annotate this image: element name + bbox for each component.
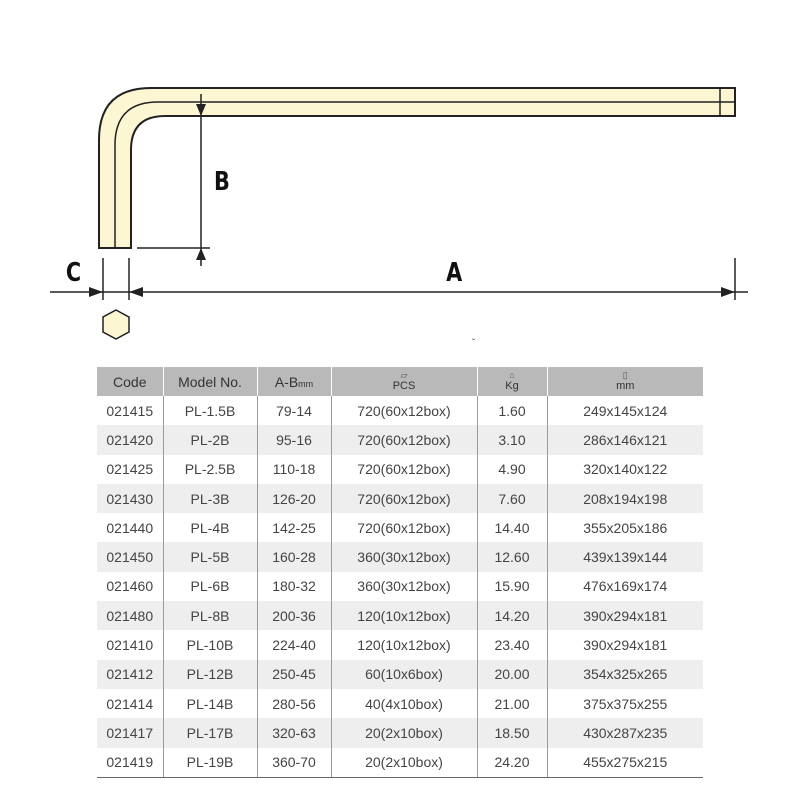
cell-code: 021412 xyxy=(97,660,163,689)
table-row xyxy=(97,396,703,425)
b-arrow-bottom xyxy=(196,248,206,260)
cell-code: 021440 xyxy=(106,519,154,536)
table-row xyxy=(97,660,703,689)
cell-code: 021450 xyxy=(97,542,163,571)
cell-mm: 354x325x265 xyxy=(547,660,703,689)
cell-model: PL-1.5B xyxy=(163,396,257,425)
header-kg-label: Kg xyxy=(505,380,519,392)
cell-code: 021460 xyxy=(106,578,154,595)
cell-pcs: 20(2x10box) xyxy=(331,718,477,747)
cell-ab: 280-56 xyxy=(257,689,331,718)
table-row xyxy=(97,455,703,484)
table-row xyxy=(97,718,703,747)
header-pcs-label: PCS xyxy=(392,380,416,392)
cell-ab: 142-25 xyxy=(257,513,331,542)
cell-ab: 224-40 xyxy=(257,630,331,659)
table-header-row xyxy=(97,367,703,396)
table-row xyxy=(97,542,703,571)
cell-pcs: 120(10x12box) xyxy=(331,601,477,630)
header-mm xyxy=(547,367,703,396)
cell-code: 021410 xyxy=(106,637,154,654)
cell-code: 021419 xyxy=(97,748,163,778)
cell-ab: 160-28 xyxy=(257,542,331,571)
cell-pcs: 720(60x12box) xyxy=(331,425,477,454)
cell-pcs: 360(30x12box) xyxy=(331,572,477,601)
spec-table-body xyxy=(97,396,703,777)
table-row xyxy=(97,425,703,454)
hex-key-wrench xyxy=(99,88,735,248)
cell-model: PL-5B xyxy=(163,542,257,571)
header-ab xyxy=(257,367,331,396)
c-label: C xyxy=(65,256,82,288)
cell-mm: 430x287x235 xyxy=(547,718,703,747)
cell-ab: 200-36 xyxy=(257,601,331,630)
cell-kg: 14.20 xyxy=(477,601,547,630)
cell-pcs: 720(60x12box) xyxy=(331,455,477,484)
cell-kg: 15.90 xyxy=(477,572,547,601)
cell-code: 021414 xyxy=(106,695,154,712)
cell-pcs: 20(2x10box) xyxy=(331,748,477,778)
cell-ab: 110-18 xyxy=(257,455,331,484)
cell-kg: 18.50 xyxy=(477,718,547,747)
c-arrow-left xyxy=(89,287,103,297)
cell-ab: 320-63 xyxy=(257,718,331,747)
cell-kg: 23.40 xyxy=(477,630,547,659)
cell-code: 021415 xyxy=(106,402,154,419)
weight-icon: ⌂ xyxy=(509,370,515,380)
wrench-edge-line xyxy=(115,102,735,248)
cell-model: PL-8B xyxy=(163,601,257,630)
cell-ab: 250-45 xyxy=(257,660,331,689)
table-row xyxy=(97,601,703,630)
cell-code: 021417 xyxy=(97,718,163,747)
cell-code: 021420 xyxy=(97,425,163,454)
cell-pcs: 720(60x12box) xyxy=(331,484,477,513)
cell-code: 021430 xyxy=(97,484,163,513)
cell-model: PL-10B xyxy=(163,630,257,659)
header-ab-label: A-B xyxy=(274,373,299,390)
cell-model: PL-19B xyxy=(163,748,257,778)
cell-mm: 355x205x186 xyxy=(547,513,703,542)
cell-mm: 390x294x181 xyxy=(547,601,703,630)
cell-model: PL-3B xyxy=(163,484,257,513)
a-label: A xyxy=(446,256,463,288)
cell-mm: 476x169x174 xyxy=(547,572,703,601)
header-kg xyxy=(477,367,547,396)
cell-kg: 1.60 xyxy=(477,396,547,425)
stray-mark: ˇ xyxy=(472,338,476,349)
cell-kg: 14.40 xyxy=(477,513,547,542)
header-model: Model No. xyxy=(163,367,257,396)
cell-model: PL-2B xyxy=(163,425,257,454)
table-row xyxy=(97,689,703,718)
hexagon-icon xyxy=(103,310,129,339)
cell-mm: 375x375x255 xyxy=(547,689,703,718)
b-label: B xyxy=(213,165,230,197)
a-arrow-left xyxy=(129,287,143,297)
table-row xyxy=(97,513,703,542)
table-row xyxy=(97,630,703,659)
cell-kg: 4.90 xyxy=(477,455,547,484)
a-arrow-right xyxy=(721,287,735,297)
cell-mm: 320x140x122 xyxy=(547,455,703,484)
cell-ab: 360-70 xyxy=(257,748,331,778)
cell-code: 021480 xyxy=(97,601,163,630)
cell-kg: 24.20 xyxy=(477,748,547,778)
cell-pcs: 720(60x12box) xyxy=(331,396,477,425)
header-pcs xyxy=(331,367,477,396)
cell-model: PL-17B xyxy=(163,718,257,747)
cell-mm: 455x275x215 xyxy=(547,748,703,778)
cell-ab: 126-20 xyxy=(257,484,331,513)
cell-model: PL-4B xyxy=(163,513,257,542)
table-row xyxy=(97,484,703,513)
header-mm-label: mm xyxy=(616,380,635,392)
cell-mm: 249x145x124 xyxy=(547,396,703,425)
cell-model: PL-12B xyxy=(163,660,257,689)
cell-kg: 21.00 xyxy=(477,689,547,718)
cell-code: 021425 xyxy=(106,461,154,478)
spec-table xyxy=(97,367,703,778)
cell-model: PL-14B xyxy=(163,689,257,718)
cell-model: PL-2.5B xyxy=(163,455,257,484)
table-row xyxy=(97,572,703,601)
cell-kg: 12.60 xyxy=(477,542,547,571)
cell-kg: 20.00 xyxy=(477,660,547,689)
cell-mm: 390x294x181 xyxy=(547,630,703,659)
carton-icon: ▯ xyxy=(622,370,628,380)
cell-pcs: 360(30x12box) xyxy=(331,542,477,571)
header-code: Code xyxy=(97,367,163,396)
cell-kg: 3.10 xyxy=(477,425,547,454)
cell-model: PL-6B xyxy=(163,572,257,601)
cell-mm: 208x194x198 xyxy=(547,484,703,513)
cell-pcs: 60(10x6box) xyxy=(331,660,477,689)
cell-pcs: 120(10x12box) xyxy=(331,630,477,659)
cell-mm: 286x146x121 xyxy=(547,425,703,454)
cell-mm: 439x139x144 xyxy=(547,542,703,571)
cell-kg: 7.60 xyxy=(477,484,547,513)
header-ab-unit: mm xyxy=(298,378,314,389)
table-row xyxy=(97,748,703,778)
cell-ab: 79-14 xyxy=(257,396,331,425)
cell-pcs: 40(4x10box) xyxy=(331,689,477,718)
cell-ab: 95-16 xyxy=(257,425,331,454)
cell-pcs: 720(60x12box) xyxy=(331,513,477,542)
box-icon: ▱ xyxy=(400,370,408,380)
cell-ab: 180-32 xyxy=(257,572,331,601)
hex-key-dimension-diagram xyxy=(0,0,800,360)
